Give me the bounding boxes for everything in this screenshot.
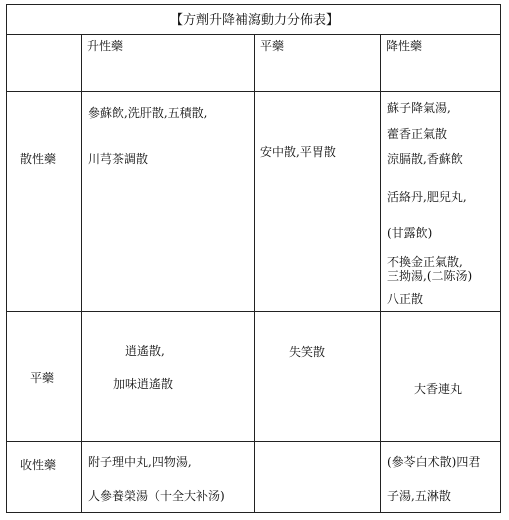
astringe-rise-item: 人參養榮湯（十全大补汤): [88, 489, 225, 503]
scatter-descend-item: (甘露飲): [387, 226, 433, 240]
table-border-right: [500, 4, 501, 512]
neutral-descend-item: 大香連丸: [414, 382, 463, 396]
neutral-rise-item: 逍遙散,: [125, 344, 165, 358]
scatter-descend-item: 藿香正氣散: [387, 127, 448, 141]
table-title: 【方劑升降補瀉動力分佈表】: [169, 13, 339, 28]
col-divider-2: [254, 34, 255, 512]
col-divider-3: [380, 34, 381, 512]
neutral-rise-item: 加味逍遙散: [113, 377, 174, 391]
row-label-neutral: 平藥: [30, 371, 55, 385]
scatter-rise-item: 川芎茶調散: [88, 152, 149, 166]
col-divider-1: [81, 34, 82, 512]
astringe-descend-item: 子湯,五淋散: [387, 489, 451, 503]
scatter-rise-item: 參蘇飲,洗肝散,五積散,: [88, 106, 208, 120]
scatter-descend-item: 活絡丹,肥兒丸,: [387, 190, 467, 204]
scatter-descend-item: 八正散: [387, 292, 424, 306]
header-descend: 降性藥: [386, 39, 423, 53]
header-rise: 升性藥: [87, 39, 124, 53]
header-neutral: 平藥: [260, 39, 285, 53]
astringe-rise-item: 附子理中丸,四物湯,: [88, 455, 192, 469]
table-border-left: [6, 4, 7, 512]
scatter-neutral-item: 安中散,平胃散: [260, 145, 336, 159]
neutral-neutral-item: 失笑散: [289, 345, 326, 359]
row-label-scatter: 散性藥: [20, 152, 57, 166]
table-border-bottom: [6, 512, 501, 513]
table-border-top: [6, 4, 501, 5]
scatter-descend-item: 不換金正氣散,: [387, 255, 463, 269]
scatter-descend-item: 蘇子降氣湯,: [387, 101, 451, 115]
scatter-descend-item: 三拗湯,(二陈汤): [387, 269, 473, 283]
row-label-astringe: 收性藥: [20, 458, 57, 472]
astringe-descend-item: (參苓白术散)四君: [387, 455, 481, 469]
scatter-descend-item: 涼膈散,香蘇飲: [387, 152, 463, 166]
